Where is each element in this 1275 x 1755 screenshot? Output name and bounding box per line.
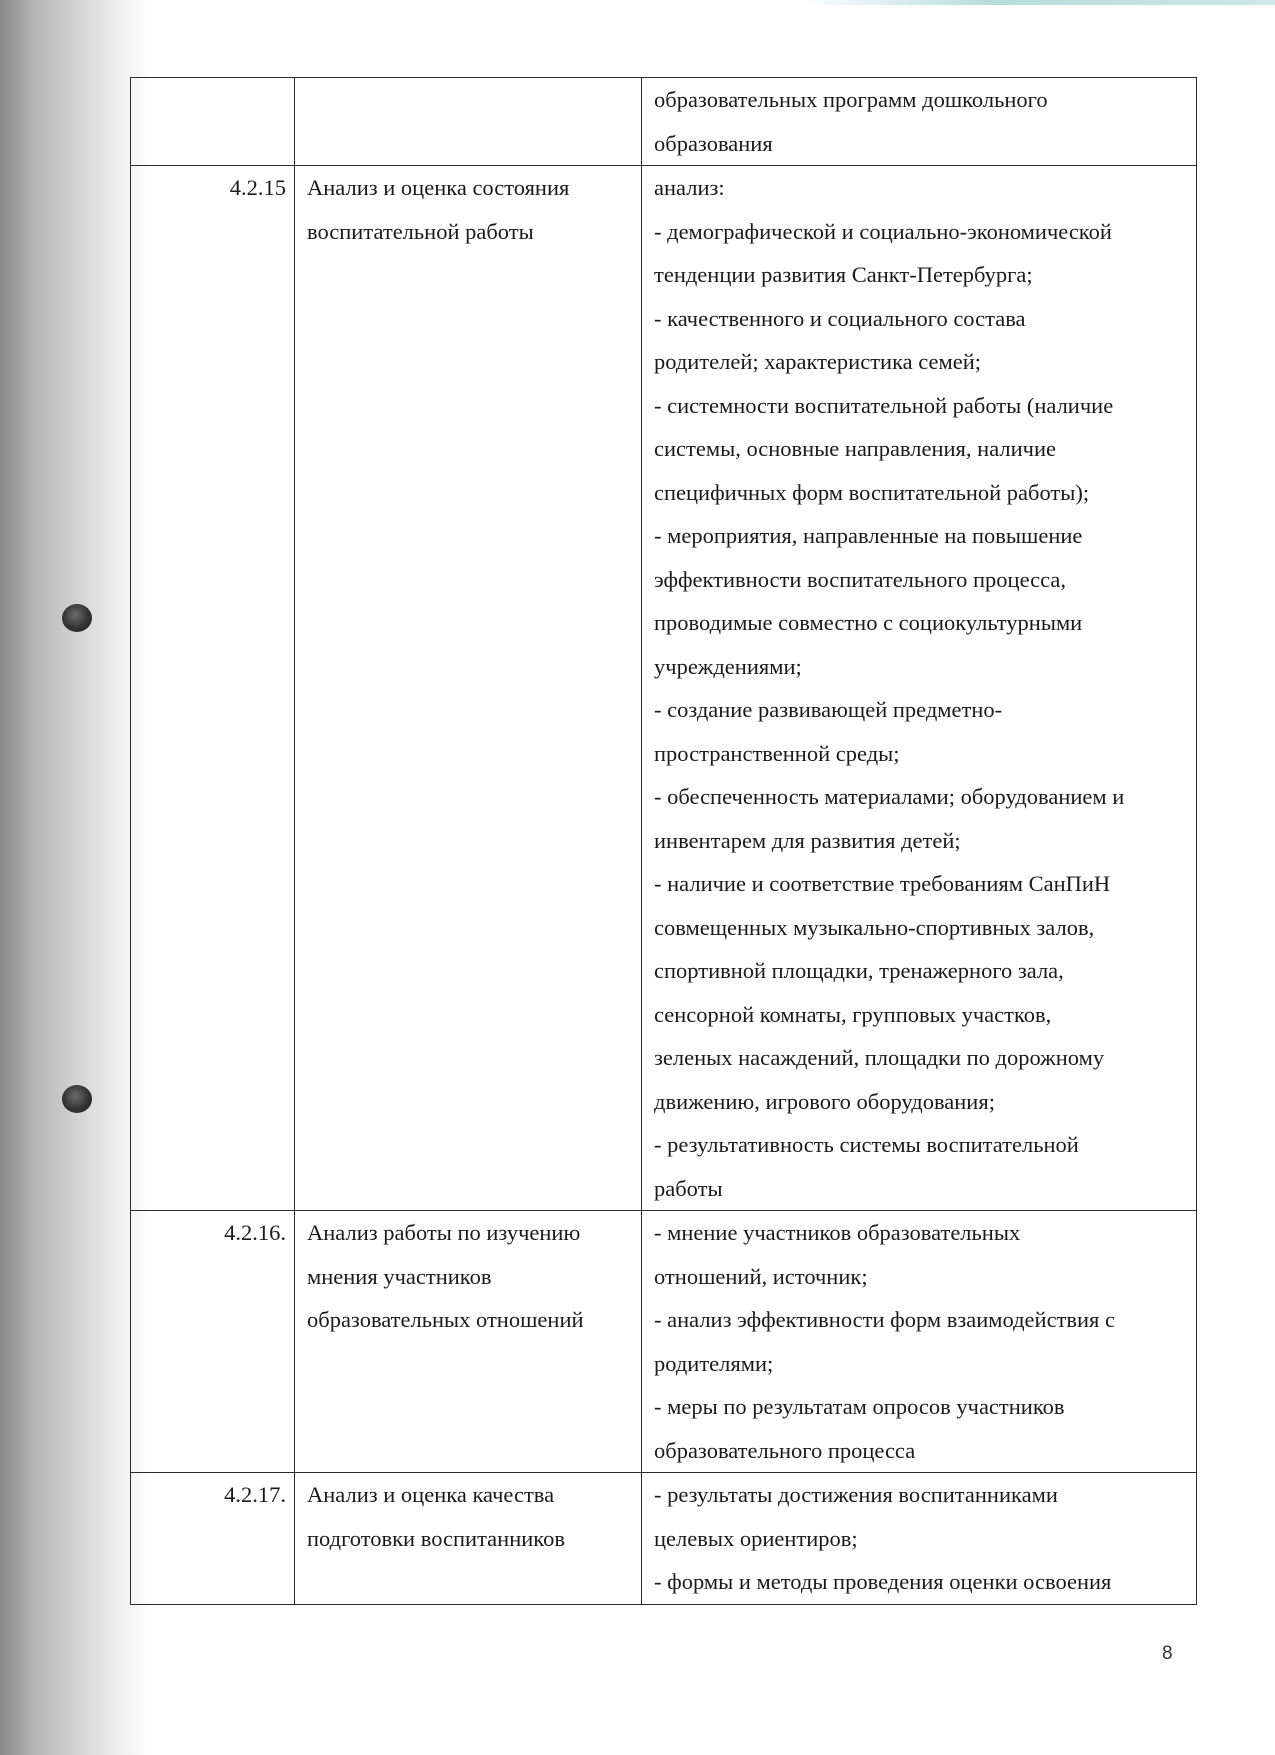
item-title (295, 1473, 642, 1605)
table-row (131, 1211, 1197, 1473)
item-number: 4.2.15 (131, 166, 295, 1211)
description-line: - системности воспитательной работы (наличие (654, 392, 1114, 418)
table-row (131, 1473, 1197, 1605)
description-line: пространственной среды; (654, 740, 900, 766)
title-line: Анализ работы по изучению (307, 1220, 581, 1245)
item-description (642, 1211, 1197, 1473)
description-line: специфичных форм воспитательной работы); (654, 479, 1090, 505)
description-line: проводимые совместно с социокультурными (654, 610, 1083, 635)
title-line: подготовки воспитанников (307, 1525, 565, 1551)
item-number (131, 78, 295, 166)
description-line: инвентарем для развития детей; (654, 827, 961, 853)
description-line: зеленых насаждений, площадки по дорожному (654, 1045, 1105, 1070)
item-description (642, 1473, 1197, 1605)
description-line: системы, основные направления, наличие (654, 436, 1056, 461)
item-number: 4.2.16. (131, 1211, 295, 1473)
description-line: образовательных программ дошкольного (654, 87, 1048, 112)
description-line: - обеспеченность материалами; оборудованием и (654, 784, 1125, 809)
title-line: Анализ и оценка качества (307, 1482, 555, 1507)
description-line: родителей; характеристика семей; (654, 349, 982, 374)
description-line: образовательного процесса (654, 1437, 916, 1463)
description-line: - меры по результатам опросов участников (654, 1394, 1065, 1419)
description-line: тенденции развития Санкт-Петербурга; (654, 262, 1033, 287)
item-title (295, 1211, 642, 1473)
table-body (131, 78, 1197, 1605)
item-title (295, 166, 642, 1211)
item-title (295, 78, 642, 166)
item-description (642, 166, 1197, 1211)
description-line: учреждениями; (654, 653, 802, 679)
description-line: - демографической и социально-экономической (654, 218, 1112, 244)
description-line: образования (654, 130, 773, 156)
description-line: - создание развивающей предметно- (654, 697, 1003, 722)
table-row (131, 78, 1197, 166)
description-line: - результативность системы воспитательной (654, 1132, 1079, 1157)
description-line: эффективности воспитательного процесса, (654, 566, 1066, 592)
description-line: работы (654, 1175, 723, 1201)
description-line: отношений, источник; (654, 1263, 868, 1289)
description-line: - мнение участников образовательных (654, 1220, 1021, 1245)
description-line: совмещенных музыкально-спортивных залов, (654, 914, 1095, 940)
report-table (130, 77, 1197, 1605)
punch-hole (62, 1085, 92, 1113)
description-line: анализ: (654, 175, 725, 200)
description-line: - результаты достижения воспитанниками (654, 1482, 1058, 1507)
table-row (131, 166, 1197, 1211)
title-line: воспитательной работы (307, 218, 534, 244)
description-line: - мероприятия, направленные на повышение (654, 523, 1083, 548)
description-line: целевых ориентиров; (654, 1525, 858, 1551)
scan-shadow (0, 0, 150, 1755)
item-description (642, 78, 1197, 166)
description-line: спортивной площадки, тренажерного зала, (654, 958, 1064, 983)
description-line: - наличие и соответствие требованиям СанПиН (654, 871, 1111, 896)
description-line: - формы и методы проведения оценки освоения (654, 1569, 1112, 1594)
description-line: движению, игрового оборудования; (654, 1088, 995, 1114)
description-line: родителями; (654, 1350, 774, 1376)
page-number: 8 (1162, 1643, 1173, 1664)
item-number: 4.2.17. (131, 1473, 295, 1605)
scan-edge (800, 0, 1275, 5)
title-line: Анализ и оценка состояния (307, 175, 570, 200)
description-line: сенсорной комнаты, групповых участков, (654, 1001, 1052, 1027)
title-line: мнения участников (307, 1263, 492, 1289)
title-line: образовательных отношений (307, 1307, 584, 1332)
description-line: - анализ эффективности форм взаимодействия с (654, 1307, 1116, 1332)
punch-hole (62, 604, 92, 632)
description-line: - качественного и социального состава (654, 305, 1026, 331)
